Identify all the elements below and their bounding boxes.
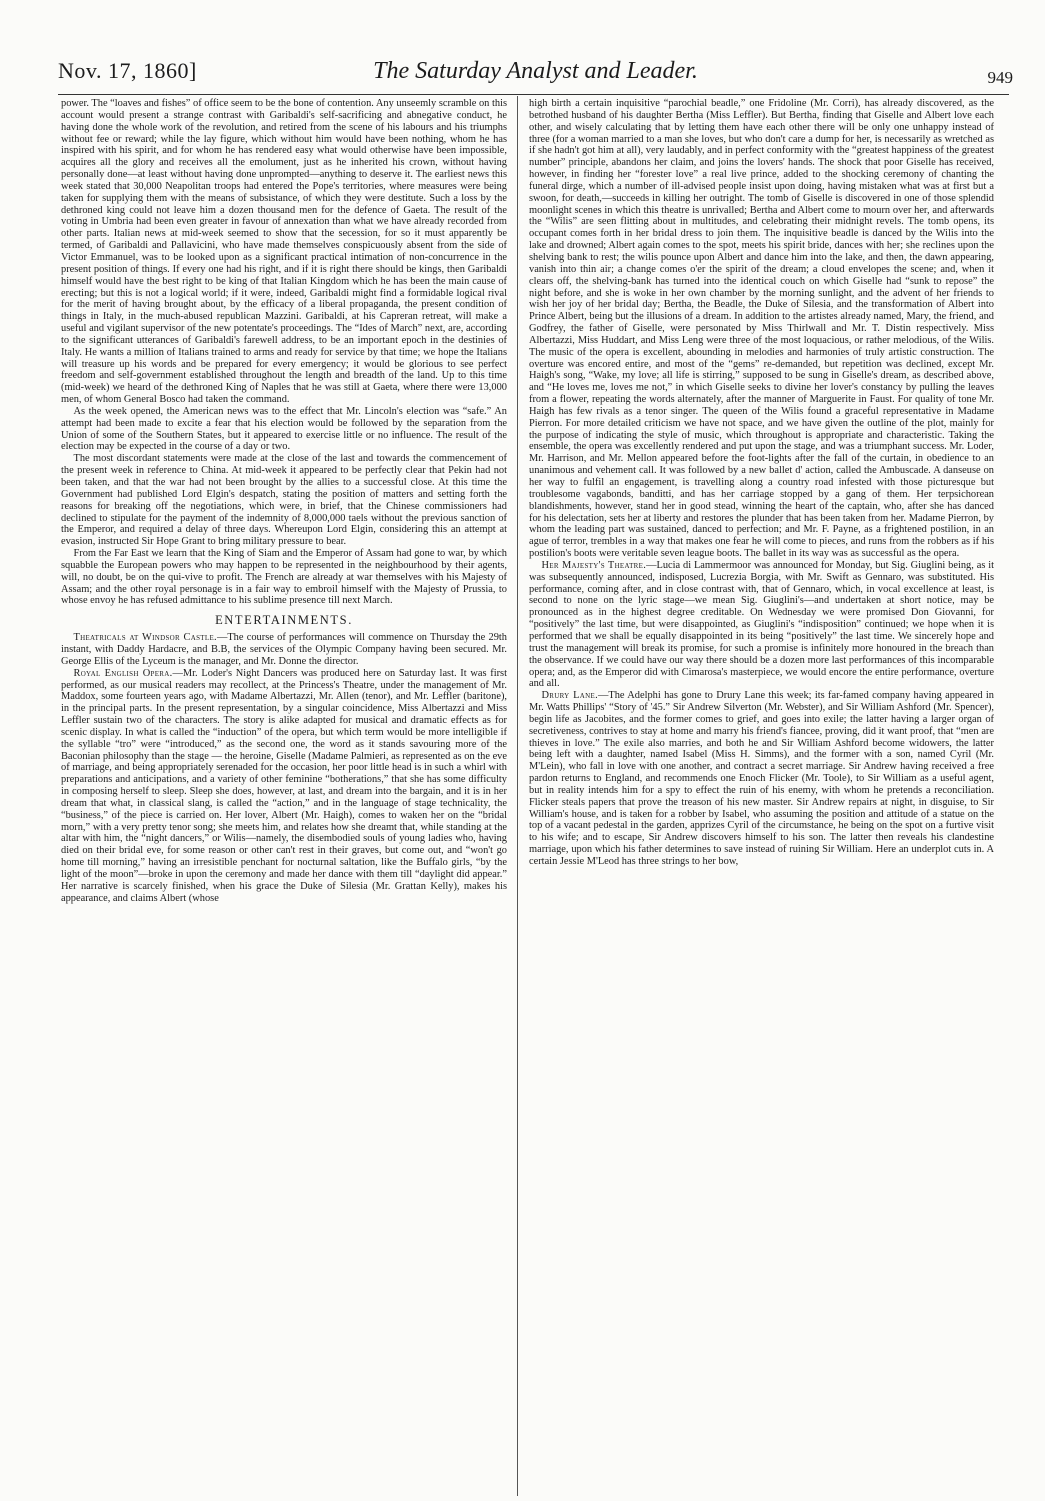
publication-title: The Saturday Analyst and Leader. bbox=[373, 58, 698, 84]
item-body: —Lucia di Lammermoor was announced for Monday, but Sig. Giuglini being, as it was subsequently announced, indisposed, Lucrezia Borgia, with Mr. Swift as Gennaro, was substituted. His performance, coming after, and in close contrast with, that of Gennaro, which, in vocal excellence at least, is second to none on the lyric stage—we mean Sig. Giuglini's—and undertaken at short notice, may be pronounced as in the highest degree creditable. On Wednesday we were promised Don Giovanni, for “positively” the last time, but were disappointed, as Giuglini's “indisposition” continued; we hope when it is performed that we shall be equally disappointed in its being “positively” the last time. We sincerely hope and trust the management will break its promise, for such a promise is infinitely more honoured in the breach than the observance. If we could have our way there should be a dozen more last performances of this incomparable opera; and, as the Emperor did with Cimarosa's masterpiece, we would encore the entire performance, overture and all. bbox=[529, 559, 994, 690]
item-heading: Drury Lane. bbox=[541, 690, 598, 702]
item-body: —The course of performances will commence on Thursday the 29th instant, with Daddy Hardacre, and B.B, the services of the Olympic Company having been secured. Mr. George Ellis of the Lyceum is the manager, and Mr. Donne the director. bbox=[61, 632, 507, 667]
entertainment-item bbox=[61, 668, 507, 905]
article-paragraph: As the week opened, the American news was to the effect that Mr. Lincoln's election was “safe.” An attempt had been made to excite a fear that his election would be followed by the separation from the Union of some of the Southern States, but it appeared to exercise little or no influence. The result of the election may be expected in the course of a day or two. bbox=[61, 405, 507, 453]
item-heading: Her Majesty's Theatre. bbox=[541, 559, 647, 571]
entertainment-item bbox=[61, 632, 507, 668]
column-divider bbox=[517, 96, 518, 1496]
entertainment-item bbox=[529, 560, 994, 690]
page-header bbox=[58, 58, 1013, 98]
right-column bbox=[529, 98, 994, 1496]
entertainment-item bbox=[529, 690, 994, 868]
article-paragraph: high birth a certain inquisitive “parochial beadle,” one Fridoline (Mr. Corri), has already discovered, as the betrothed husband of his daughter Bertha (Miss Leffler). But Bertha, finding that Giselle and Albert love each other, and wisely calculating that by letting them have each other there will be only one unhappy instead of three (for a woman married to a man she loves, but who don't care a dump for her, is necessarily as wretched as if she hadn't got him at all), very laudably, and in perfect conformity with the “greatest happiness of the greatest number” principle, abandons her claim, and joins the lovers' hands. The shock that poor Giselle has received, however, in finding her “forester love” a real live prince, added to the shocking ceremony of chanting the funeral dirge, which a number of ill-advised people insist upon doing, having mistaken what was at first but a swoon, for death,—succeeds in killing her outright. The tomb of Giselle is discovered in one of those splendid moonlight scenes in which this theatre is unrivalled; Bertha and Albert come to mourn over her, and afterwards the “Wilis” are seen flitting about in multitudes, and celebrating their midnight revels. The tomb opens, its occupant comes forth in her bridal dress to join them. The inquisitive beadle is danced by the Wilis into the lake and drowned; Albert again comes to the spot, meets his spirit bride, dances with her; she reclines upon the shelving bank to rest; the wilis pounce upon Albert and dance him into the lake, and then, the dawn appearing, vanish into thin air; a change comes o'er the spirit of the dream; a cloud envelopes the scene; and, when it clears off, the shelving-bank has turned into the identical couch on which Giselle had “sunk to repose” the night before, and she is woke in her own chamber by the morning sunlight, and the advent of her friends to wish her joy of her bridal day; Bertha, the Beadle, the Duke of Silesia, and the transformation of Albert into Prince Albert, being but the illusions of a dream. In addition to the artistes already named, Mary, the friend, and Godfrey, the father of Giselle, were personated by Miss Thirlwall and Mr. T. Distin respectively. Miss Albertazzi, Miss Huddart, and Miss Leng were three of the most loquacious, or rather melodious, of the Wilis. The music of the opera is excellent, abounding in melodies and harmonies of truly artistic construction. The overture was encored entire, and most of the “gems” re-demanded, but repetition was declined, except Mr. Haigh's song, “Wake, my love; all life is stirring,” supposed to be sung in Giselle's dream, as described above, and “He loves me, loves me not,” in which Giselle seeks to divine her lover's constancy by pulling the leaves from a flower, repeating the words alternately, after the manner of Marguerite in Faust. For quality of tone Mr. Haigh has few rivals as a tenor singer. The queen of the Wilis found a graceful representative in Madame Pierron. For more detailed criticism we have not space, and we have given the outline of the plot, mainly for the purpose of indicating the style of music, which throughout is appropriate and characteristic. Taking the ensemble, the opera was excellently rendered and put upon the stage, and was a triumphant success. Mr. Loder, Mr. Harrison, and Mr. Mellon appeared before the foot-lights after the fall of the curtain, in obedience to an unanimous and vehement call. It was followed by a new ballet d' action, called the Ambuscade. A danseuse on her way to fulfil an engagement, is travelling along a country road infested with those picturesque but troublesome vagabonds, banditti, and has her carriage stopped by a gang of them. Her terpsichorean blandishments, however, stand her in good stead, winning the heart of the captain, who, after she has danced for his delectation, sets her at liberty and restores the plunder that has been taken from her. Madame Pierron, by whom the leading part was sustained, danced to perfection; and Mr. F. Payne, as a frightened postilion, in an ague of terror, trembles in a way that makes one fear he will come to pieces, and runs from the robbers as if his postilion's boots were veritable seven league boots. The ballet in its way was as successful as the opera. bbox=[529, 98, 994, 560]
article-paragraph: From the Far East we learn that the King of Siam and the Emperor of Assam had gone to war, by which squabble the European powers who may happen to be represented in the neighbourhood by their agents, will, no doubt, be on the qui-vive to profit. The French are already at war themselves with his Majesty of Assam; and the other royal personage is in a fair way to embroil himself with the Majesty of Prussia, to whose envoy he has refused admittance to his sublime presence till next March. bbox=[61, 548, 507, 607]
item-body: —Mr. Loder's Night Dancers was produced here on Saturday last. It was first performed, as our musical readers may recollect, at the Princess's Theatre, under the management of Mr. Maddox, some fourteen years ago, with Madame Albertazzi, Mr. Allen (tenor), and Mr. Leffler (baritone), in the principal parts. In the present representation, by a singular coincidence, Miss Albertazzi and Miss Leffler sustain two of the characters. The story is alike adapted for musical and dramatic effects as for scenic display. In what is called the “induction” of the opera, but which term would be more intelligible if the syllable “tro” were “introduced,” as the second one, the word as it stands savouring more of the Baconian philosophy than the stage — the heroine, Giselle (Madame Palmieri, as represented as on the eve of marriage, and being appropriately serenaded for the occasion, her poor little head is in such a whirl with preparations and anticipations, and a variety of other feminine “botherations,” that she has some difficulty in composing herself to sleep. Sleep she does, however, at last, and dream into the bargain, and it is in her dream that what, in classical slang, is called the “action,” and in the language of stage technicality, the “business,” of the piece is carried on. Her lover, Albert (Mr. Haigh), comes to waken her on the “bridal morn,” with a very pretty tenor song; she meets him, and relates how she dreamt that, while standing at the altar with him, the “night dancers,” or Wilis—namely, the disembodied souls of young ladies who, having died on their bridal eve, for some reason or other can't rest in their graves, but come out, and “won't go home till morning,” having an irresistible penchant for nocturnal saltation, like the Buffalo girls, “by the light of the moon”—broke in upon the ceremony and made her dance with them till “daylight did appear.” Her narrative is scarcely finished, when his grace the Duke of Silesia (Mr. Grattan Kelly), makes his appearance, and claims Albert (whose bbox=[61, 667, 507, 904]
article-paragraph: The most discordant statements were made at the close of the last and towards the commencement of the present week in reference to China. At mid-week it appeared to be perfectly clear that Pekin had not been taken, and that the war had not been brought by the allies to a successful close. At this time the Government had published Lord Elgin's despatch, stating the position of matters and setting forth the reasons for breaking off the negotiations, which were, in brief, that the Chinese commissioners had declined to stipulate for the payment of the indemnity of 8,000,000 taels without the previous sanction of the Emperor, and required a delay of three days. Whereupon Lord Elgin, considering this an attempt at evasion, instructed Sir Hope Grant to bring military pressure to bear. bbox=[61, 453, 507, 548]
page-number: 949 bbox=[987, 68, 1013, 87]
article-paragraph: power. The “loaves and fishes” of office seem to be the bone of contention. Any unseemly scramble on this account would present a strange contrast with Garibaldi's self-sacrificing and abnegative conduct, he having done the whole work of the revolution, and retired from the scene of his labours and his triumphs without fee or reward; while the lay figure, which without him would have been nothing, whom he has inspired with his spirit, and for whom he has rendered easy what would otherwise have been impossible, acquires all the glory and receives all the emolument, just as he inherited his crown, without having personally done—at least without having done unprompted—anything to deserve it. The earliest news this week stated that 30,000 Neapolitan troops had entered the Pope's territories, where measures were being taken for supplying them with the means of subsistance, of which they were destitute. Such a loss by the dethroned king could not leave him a dozen thousand men for the defence of Gaeta. The result of the voting in Umbria had been even greater in favour of annexation than what we have already recorded from other parts. Italian news at mid-week seemed to show that the secession, for so it must apparently be termed, of Garibaldi and Pallavicini, who have made themselves conspicuously absent from the side of Victor Emmanuel, was to be looked upon as a significant practical intimation of non-concurrence in the present position of things. If every one had his right, and if it is right there should be kings, then Garibaldi himself would have the best right to be king of that Italian Kingdom which he has been the main cause of erecting; but this is not a logical world; if it were, indeed, Garibaldi might find a formidable logical rival for the merit of having brought about, by the efficacy of a liberal propaganda, the present condition of things in Italy, in the much-abused republican Mazzini. Garibaldi, at his Capreran retreat, will make a useful and vigilant supervisor of the new potentate's proceedings. The “Ides of March” next, are, according to the significant utterances of Garibaldi's farewell address, to be an important epoch in the destinies of Italy. He wants a million of Italians trained to arms and ready for service by that time; we hope the Italians will treasure up his words and be prepared for every emergency; it would be glorious to see perfect freedom and self-government established throughout the length and breadth of the land. Up to this time (mid-week) we heard of the dethroned King of Naples that he was still at Gaeta, where there were 13,000 men, of whom General Bosco had taken the command. bbox=[61, 98, 507, 406]
item-heading: Theatricals at Windsor Castle. bbox=[73, 632, 217, 644]
item-body: —The Adelphi has gone to Drury Lane this week; its far-famed company having appeared in Mr. Watts Phillips' “Story of '45.” Sir Andrew Silverton (Mr. Webster), and Sir William Ashford (Mr. Spencer), begin life as Jacobites, and the former comes to grief, and goes into exile; the latter having a larger organ of secretiveness, contrives to stay at home and marry his friend's fiancee, proving, did it want proof, that “men are thieves in love.” The exile also marries, and both he and Sir William Ashford become widowers, the latter being left with a daughter, named Isabel (Miss H. Simms), and the former with a son, named Cyril (Mr. M'Lein), who fall in love with one another, and contract a secret marriage. Sir Andrew having received a free pardon returns to England, and recommends one Enoch Flicker (Mr. Toole), to Sir William as a useful agent, but in reality intends him for a spy to effect the ruin of his enemy, with whom he pretends a reconciliation. Flicker steals papers that prove the treason of his new master. Sir Andrew repairs at night, in disguise, to Sir William's house, and is taken for a robber by Isabel, who assuming the position and attitude of a statue on the top of a vacant pedestal in the garden, apprizes Cyril of the circumstance, he being on the spot on a furtive visit to his wife; and to escape, Sir Andrew discovers himself to his son. The latter then reveals his clandestine marriage, upon which his father determines to save instead of ruining Sir William. Here an underplot cuts in. A certain Jessie M'Leod has three strings to her bow, bbox=[529, 690, 994, 867]
issue-date: Nov. 17, 1860] bbox=[58, 58, 197, 83]
header-rule bbox=[58, 94, 1009, 95]
left-column bbox=[61, 98, 507, 1496]
section-heading: ENTERTAINMENTS. bbox=[215, 613, 353, 628]
item-heading: Royal English Opera. bbox=[73, 667, 173, 679]
